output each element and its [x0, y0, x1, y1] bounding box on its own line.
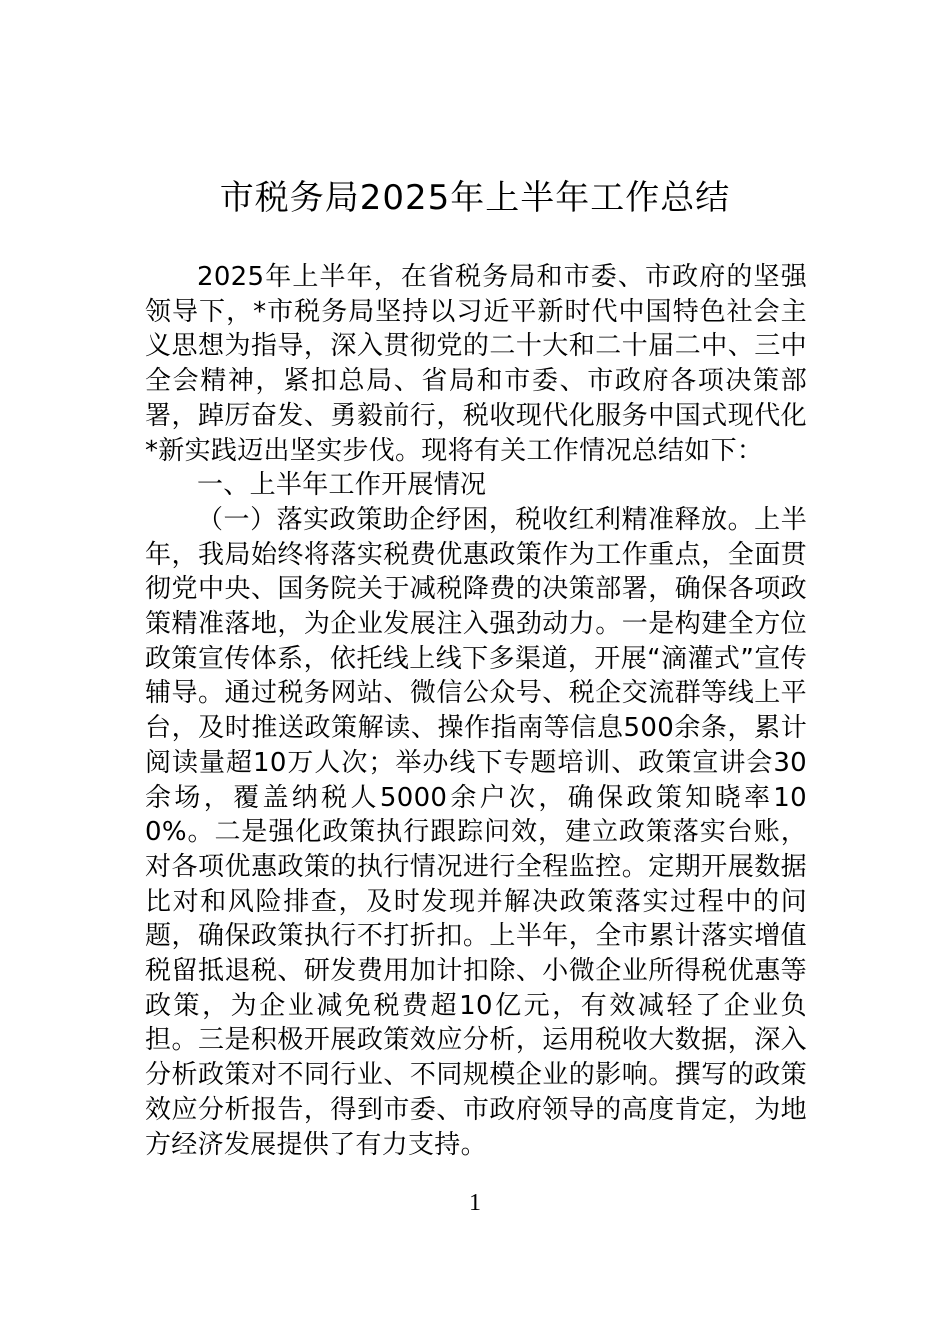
document-title: 市税务局2025年上半年工作总结	[219, 178, 731, 218]
document-body	[145, 260, 807, 1162]
section-1-paragraph-1: （一）落实政策助企纾困，税收红利精准释放。上半年，我局始终将落实税费优惠政策作为工作重点，全面贯彻党中央、国务院关于减税降费的决策部署，确保各项政策精准落地，为企业发展注入强劲动力。一是构建全方位政策宣传体系，依托线上线下多渠道，开展“滴灌式”宣传辅导。通过税务网站、微信公众号、税企交流群等线上平台，及时推送政策解读、操作指南等信息500余条，累计阅读量超10万人次；举办线下专题培训、政策宣讲会30余场，覆盖纳税人5000余户次，确保政策知晓率100%。二是强化政策执行跟踪问效，建立政策落实台账，对各项优惠政策的执行情况进行全程监控。定期开展数据比对和风险排查，及时发现并解决政策落实过程中的问题，确保政策执行不打折扣。上半年，全市累计落实增值税留抵退税、研发费用加计扣除、小微企业所得税优惠等政策，为企业减免税费超10亿元，有效减轻了企业负担。三是积极开展政策效应分析，运用税收大数据，深入分析政策对不同行业、不同规模企业的影响。撰写的政策效应分析报告，得到市委、市政府领导的高度肯定，为地方经济发展提供了有力支持。	[145, 504, 807, 1160]
section-1-heading: 一、上半年工作开展情况	[197, 470, 487, 501]
intro-paragraph: 2025年上半年，在省税务局和市委、市政府的坚强领导下，*市税务局坚持以习近平新时代中国特色社会主义思想为指导，深入贯彻党的二十大和二十届二中、三中全会精神，紧扣总局、省局和市委、市政府各项决策部署，踔厉奋发、勇毅前行，税收现代化服务中国式现代化*新实践迈出坚实步伐。现将有关工作情况总结如下：	[145, 262, 807, 466]
page-number: 1	[469, 1190, 481, 1216]
